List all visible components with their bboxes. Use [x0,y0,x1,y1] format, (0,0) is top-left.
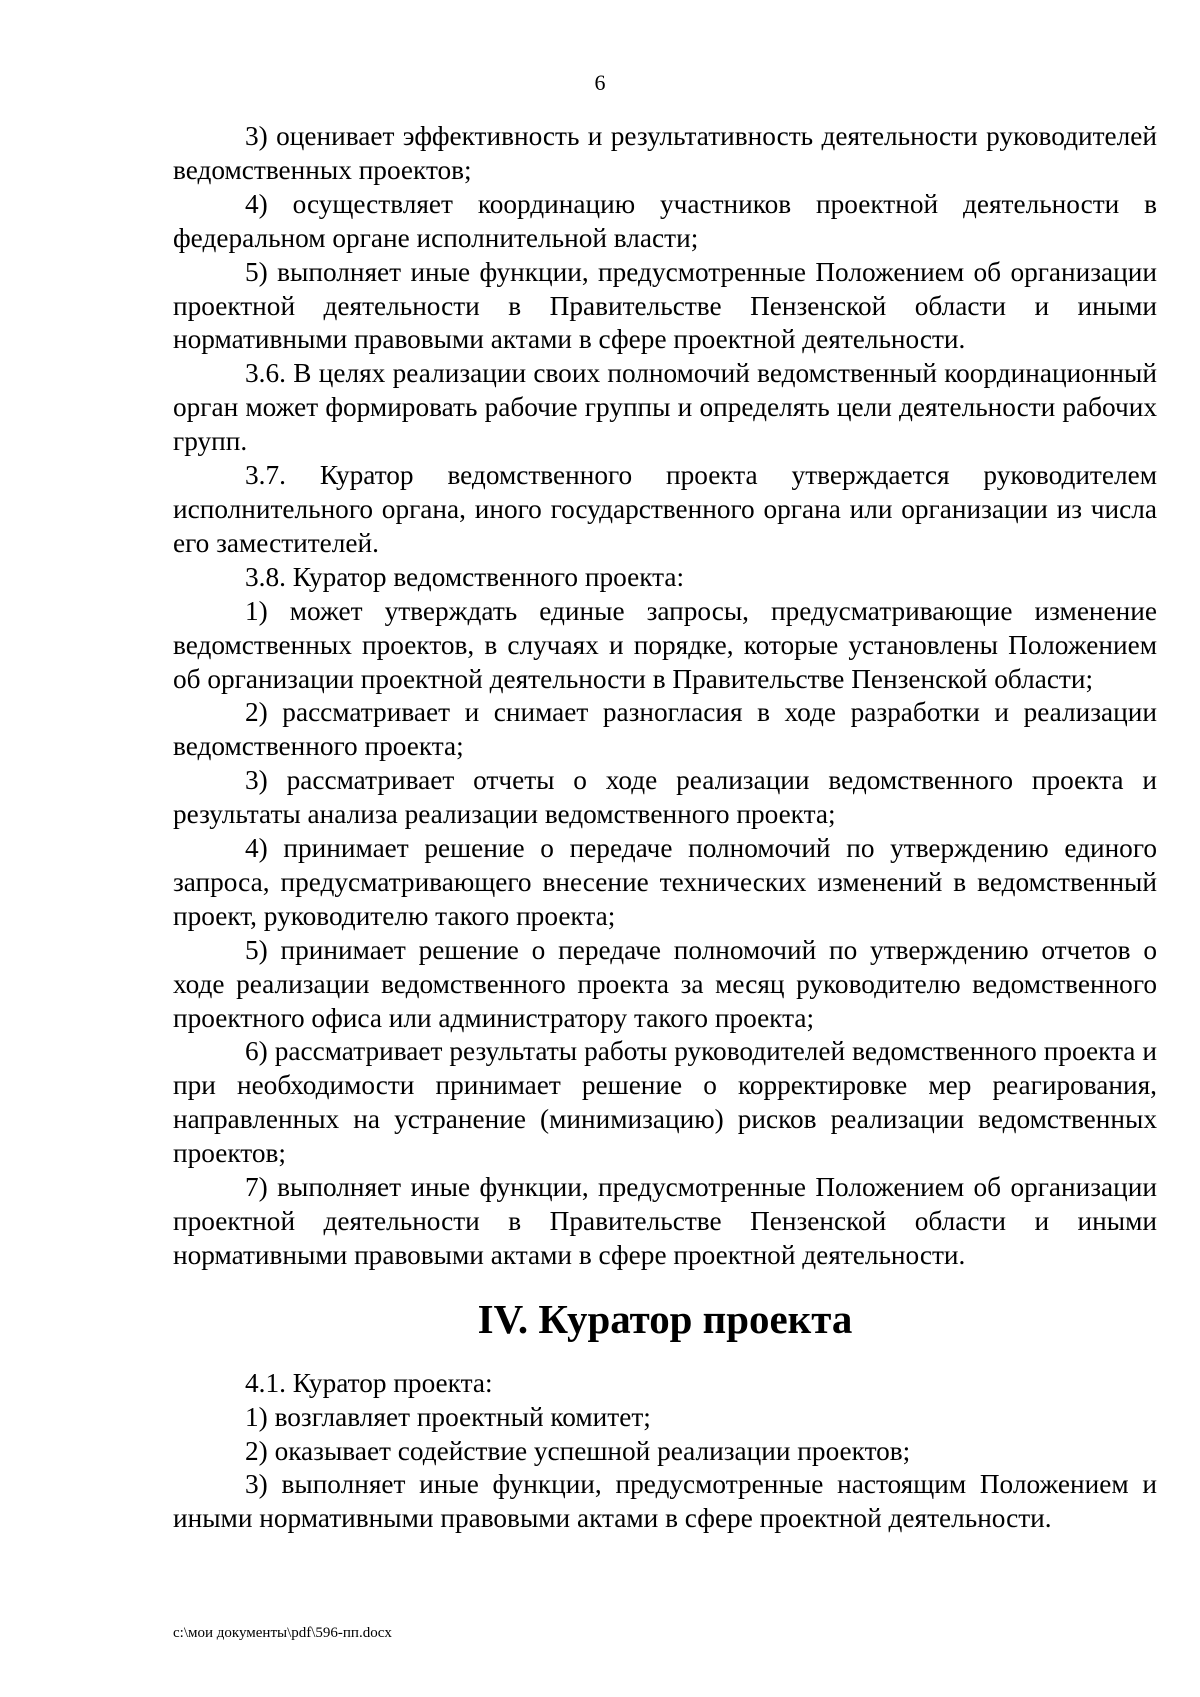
paragraph: 3.7. Куратор ведомственного проекта утверждается руководителем исполнительного органа, иного государственного органа или организации из числа его заместителей. [173,460,1157,558]
paragraph: 4) принимает решение о передаче полномочий по утверждению единого запроса, предусматривающего внесение технических изменений в ведомственный проект, руководителю такого проекта; [173,833,1157,931]
paragraph: 3) оценивает эффективность и результативность деятельности руководителей ведомственных проектов; [173,121,1157,185]
footer-file-path: c:\мои документы\pdf\596-пп.docx [173,1625,392,1641]
paragraph: 4.1. Куратор проекта: [245,1367,493,1398]
paragraph: 2) оказывает содействие успешной реализации проектов; [245,1435,911,1466]
paragraph: 7) выполняет иные функции, предусмотренные Положением об организации проектной деятельности в Правительстве Пензенской области и иными нормативными правовыми актами в сфере проектной деятельности. [173,1172,1157,1270]
section-heading: IV. Куратор проекта [477,1296,853,1342]
paragraph: 6) рассматривает результаты работы руководителей ведомственного проекта и при необходимости принимает решение о корректировке мер реагирования, направленных на устранение (минимизацию) рисков реализации ведомственных проектов; [173,1036,1157,1169]
paragraph: 1) возглавляет проектный комитет; [245,1401,651,1432]
paragraph: 3.8. Куратор ведомственного проекта: [245,561,685,592]
paragraph: 2) рассматривает и снимает разногласия в ходе разработки и реализации ведомственного проекта; [173,697,1157,762]
paragraph: 5) выполняет иные функции, предусмотренные Положением об организации проектной деятельности в Правительстве Пензенской области и иными нормативными правовыми актами в сфере проектной деятельности. [173,256,1157,355]
page-number: 6 [594,70,606,95]
document-body [173,120,1157,1536]
paragraph: 1) может утверждать единые запросы, предусматривающие изменение ведомственных проектов, в случаях и порядке, которые установлены Положением об организации проектной деятельности в Правительстве Пензенской области; [173,595,1157,694]
paragraph: 5) принимает решение о передаче полномочий по утверждению отчетов о ходе реализации ведомственного проекта за месяц руководителю ведомственного проектного офиса или администратору такого проекта; [173,934,1157,1033]
paragraph: 3.6. В целях реализации своих полномочий ведомственный координационный орган может формировать рабочие группы и определять цели деятельности рабочих групп. [173,358,1157,457]
paragraph: 4) осуществляет координацию участников проектной деятельности в федеральном органе исполнительной власти; [173,188,1157,253]
paragraph: 3) рассматривает отчеты о ходе реализации ведомственного проекта и результаты анализа реализации ведомственного проекта; [173,765,1157,830]
paragraph: 3) выполняет иные функции, предусмотренные настоящим Положением и иными нормативными правовыми актами в сфере проектной деятельности. [173,1469,1157,1534]
